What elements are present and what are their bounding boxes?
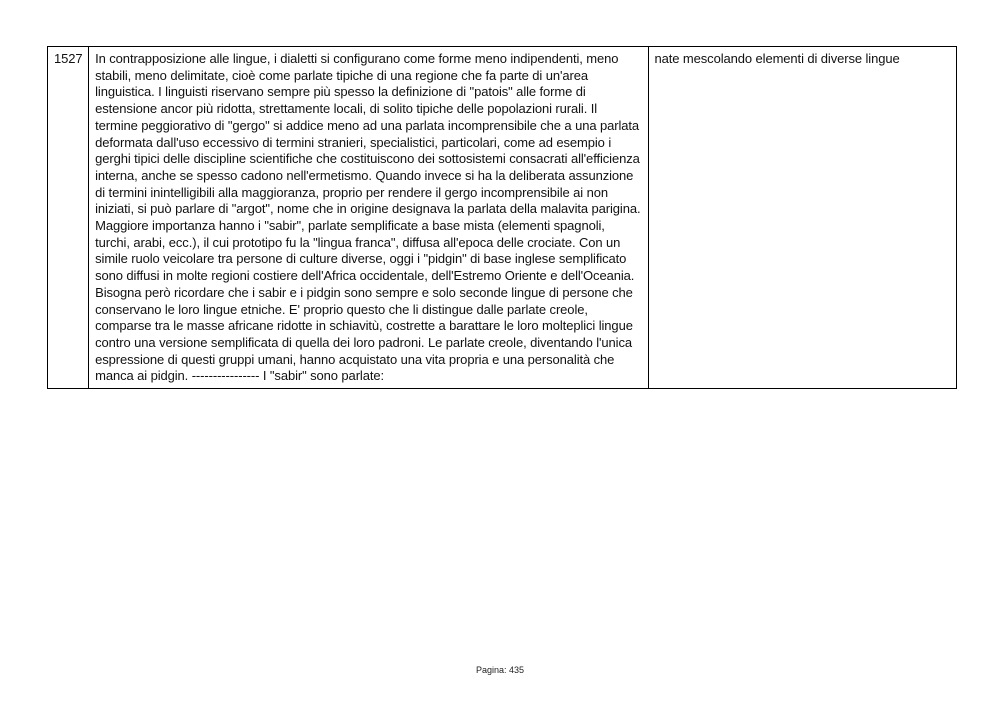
question-table xyxy=(47,46,957,389)
question-text-cell: In contrapposizione alle lingue, i dialetti si configurano come forme meno indipendenti, meno stabili, meno delimitate, cioè come parlate tipiche di una regione che fa parte di un'area linguistica. I linguisti riservano sempre più spesso la definizione di "patois" alle forme di estensione ancor più ridotta, strettamente locali, di solito tipiche delle popolazioni rurali. Il termine peggiorativo di "gergo" si addice meno ad una parlata incomprensibile che a una parlata deformata dall'uso eccessivo di termini stranieri, specialistici, particolari, come ad esempio i gerghi tipici delle discipline scientifiche che costituiscono dei sottosistemi consacrati all'efficienza interna, anche se spesso cadono nell'ermetismo. Quando invece si ha la deliberata assunzione di termini inintelligibili alla maggioranza, proprio per rendere il gergo incomprensibile ai non iniziati, si può parlare di "argot", nome che in origine designava la parlata della malavita parigina. Maggiore importanza hanno i "sabir", parlate semplificate a base mista (elementi spagnoli, turchi, arabi, ecc.), il cui prototipo fu la "lingua franca", diffusa all'epoca delle crociate. Con un simile ruolo veicolare tra persone di culture diverse, oggi i "pidgin" di base inglese semplificato sono diffusi in molte regioni costiere dell'Africa occidentale, dell'Estremo Oriente e dell'Oceania. Bisogna però ricordare che i sabir e i pidgin sono sempre e solo seconde lingue di persone che conservano le loro lingue etniche. E' proprio questo che li distingue dalle parlate creole, comparse tra le masse africane ridotte in schiavitù, costrette a barattare le loro molteplici lingue contro una versione semplificata di quella dei loro padroni. Le parlate creole, diventando l'unica espressione di questi gruppi umani, hanno acquistato una vita propria e una personalità che manca ai pidgin. ---------------- I "sabir" sono parlate: xyxy=(89,47,648,389)
table-row xyxy=(48,47,957,389)
question-number-cell: 1527 xyxy=(48,47,89,389)
page-number: Pagina: 435 xyxy=(475,665,525,675)
answer-cell: nate mescolando elementi di diverse lingue xyxy=(648,47,957,389)
